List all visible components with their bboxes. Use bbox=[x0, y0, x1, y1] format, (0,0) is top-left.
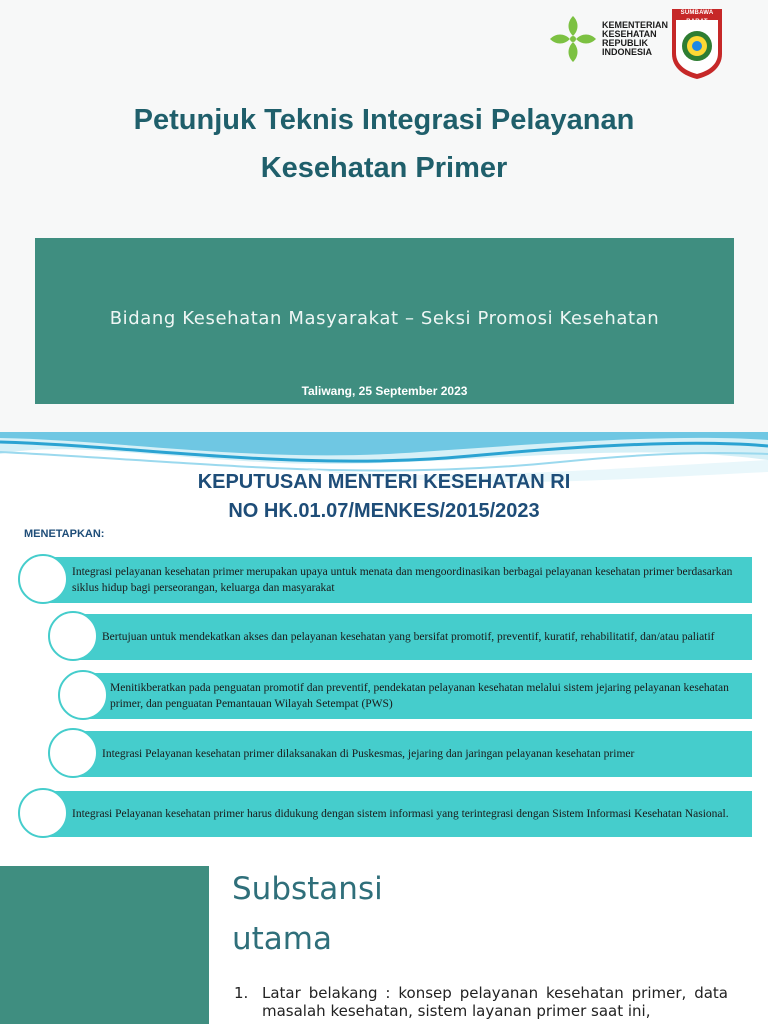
menetapkan-heading: MENETAPKAN: bbox=[24, 528, 105, 540]
date-text: Taliwang, 25 September 2023 bbox=[301, 384, 468, 398]
numbered-list bbox=[234, 984, 728, 1020]
substance-slide bbox=[0, 842, 768, 1024]
list-item bbox=[46, 791, 752, 837]
list-item bbox=[46, 557, 752, 603]
list-item-circle bbox=[18, 554, 68, 604]
list-item-circle bbox=[48, 611, 98, 661]
kemenkes-leaf-icon bbox=[548, 14, 598, 64]
subtitle-panel bbox=[35, 238, 734, 404]
regional-label: SUMBAWA BARAT bbox=[672, 9, 722, 18]
list-item-circle bbox=[58, 670, 108, 720]
side-panel bbox=[0, 866, 209, 1024]
subtitle: Bidang Kesehatan Masyarakat – Seksi Promosi Kesehatan bbox=[109, 308, 660, 329]
sumbawa-barat-emblem bbox=[670, 8, 724, 80]
kemenkes-logo-text: KEMENTERIAN KESEHATAN REPUBLIK INDONESIA bbox=[602, 20, 669, 57]
list-item-circle bbox=[48, 728, 98, 778]
title-slide bbox=[0, 0, 768, 432]
list-number: 1. bbox=[234, 984, 249, 1002]
list-item bbox=[76, 614, 752, 660]
decree-title-line-2: NO HK.01.07/MENKES/2015/2023 bbox=[228, 500, 540, 522]
section-title-line-1: Substansi bbox=[232, 871, 383, 907]
title-line-2: Kesehatan Primer bbox=[260, 152, 508, 184]
list-item-text: Menitikberatkan pada penguatan promotif dan preventif, pendekatan pelayanan kesehatan melalui sistem jejaring pelayanan kesehatan primer, dan penguatan Pemantauan Wilayah Setempat (PWS) bbox=[110, 682, 729, 710]
title-line-1: Petunjuk Teknis Integrasi Pelayanan bbox=[133, 104, 635, 136]
kemenkes-logo bbox=[548, 14, 668, 64]
list-item-text: Bertujuan untuk mendekatkan akses dan pelayanan kesehatan yang bersifat promotif, preventif, kuratif, rehabilitatif, dan/atau paliatif bbox=[102, 631, 715, 643]
decree-title bbox=[0, 468, 768, 526]
list-item bbox=[86, 673, 752, 719]
list-item-circle bbox=[18, 788, 68, 838]
list-item-text: Integrasi Pelayanan kesehatan primer harus didukung dengan sistem informasi yang terintegrasi dengan Sistem Informasi Kesehatan Nasional. bbox=[72, 808, 729, 820]
list-item-text: Latar belakang : konsep pelayanan kesehatan primer, data masalah kesehatan, sistem layanan primer saat ini, bbox=[262, 984, 728, 1020]
section-title bbox=[232, 864, 383, 964]
list-item-text: Integrasi Pelayanan kesehatan primer dilaksanakan di Puskesmas, jejaring dan jaringan pelayanan kesehatan primer bbox=[102, 748, 635, 760]
list-item bbox=[76, 731, 752, 777]
decree-slide bbox=[0, 432, 768, 842]
list-item-text: Integrasi pelayanan kesehatan primer merupakan upaya untuk menata dan mengoordinasikan berbagai pelayanan kesehatan primer berdasarkan siklus hidup bagi perseorangan, keluarga dan masyarakat bbox=[72, 566, 733, 594]
decree-title-line-1: KEPUTUSAN MENTERI KESEHATAN RI bbox=[197, 471, 571, 493]
page-title bbox=[0, 96, 768, 192]
section-title-line-2: utama bbox=[232, 921, 332, 957]
